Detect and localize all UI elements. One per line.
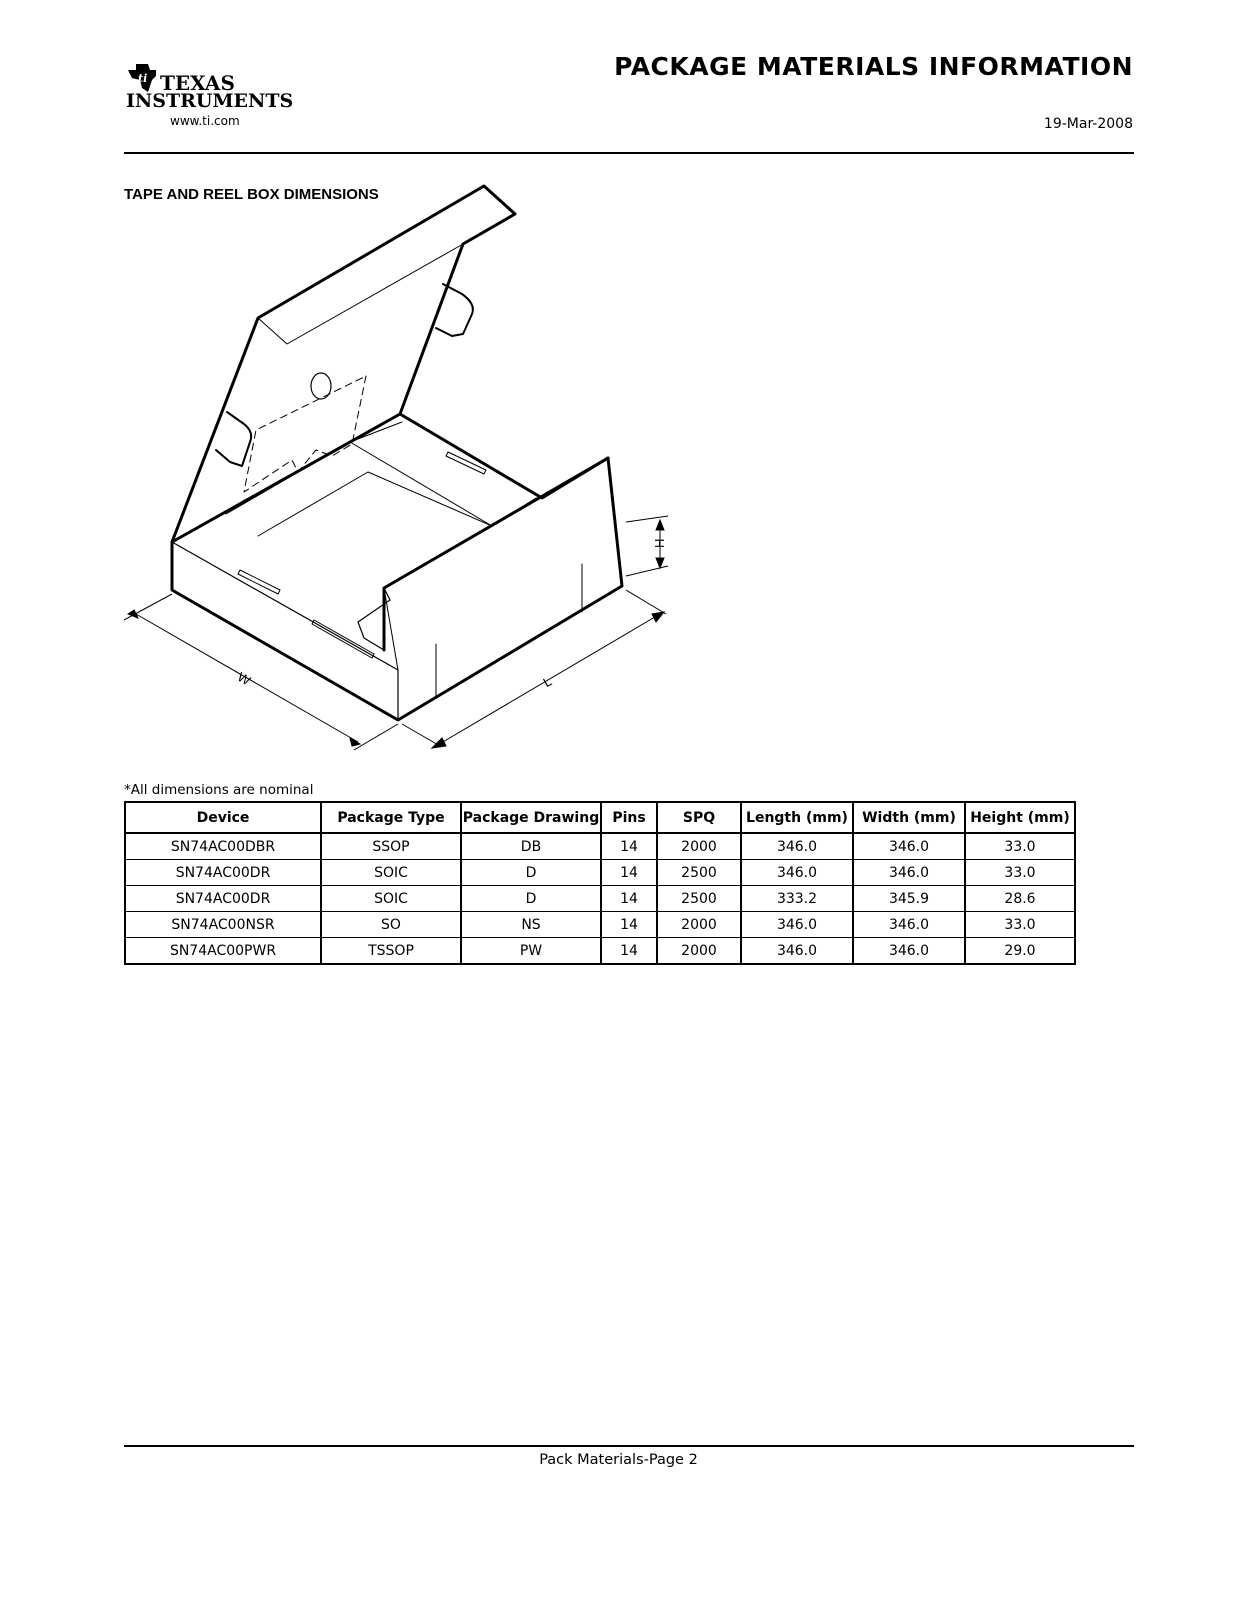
cell-pins: 14 [601,860,657,886]
table-row [125,833,1075,860]
cell-width: 345.9 [853,886,965,912]
length-label: L [540,673,555,691]
cell-pins: 14 [601,912,657,938]
revision-date: 19-Mar-2008 [1043,116,1133,132]
website-link[interactable]: www.ti.com [170,114,240,128]
col-pins: Pins [601,802,657,833]
logo-line2: INSTRUMENTS [126,90,294,112]
table-row [125,886,1075,912]
cell-width: 346.0 [853,938,965,965]
footer-divider [124,1445,1134,1447]
table-header-row [125,802,1075,833]
ti-logo-icon [126,62,296,112]
logo-line1: TEXAS [160,71,235,95]
cell-height: 29.0 [965,938,1075,965]
cell-spq: 2000 [657,912,741,938]
dimensions-note: *All dimensions are nominal [124,782,314,798]
cell-length: 346.0 [741,912,853,938]
cell-package-type: SOIC [321,860,461,886]
cell-height: 33.0 [965,912,1075,938]
cell-length: 346.0 [741,938,853,965]
cell-pins: 14 [601,938,657,965]
col-device: Device [125,802,321,833]
cell-package-drawing: D [461,860,601,886]
cell-device: SN74AC00PWR [169,942,277,959]
cell-package-drawing: PW [461,938,601,965]
cell-height: 33.0 [965,833,1075,860]
reel-box-diagram [120,180,700,760]
page-title: PACKAGE MATERIALS INFORMATION [614,52,1133,81]
section-title: TAPE AND REEL BOX DIMENSIONS [124,186,379,203]
cell-spq: 2000 [657,938,741,965]
company-logo [126,62,296,134]
table-row [125,938,1075,965]
col-package-type: Package Type [321,802,461,833]
cell-package-drawing: NS [461,912,601,938]
cell-length: 333.2 [741,886,853,912]
cell-package-drawing: D [461,886,601,912]
cell-spq: 2500 [657,860,741,886]
width-label: W [235,669,254,689]
col-height: Height (mm) [965,802,1075,833]
cell-package-drawing: DB [461,833,601,860]
svg-text:ti: ti [138,72,148,85]
cell-package-type: SSOP [321,833,461,860]
cell-width: 346.0 [853,860,965,886]
cell-length: 346.0 [741,833,853,860]
col-width: Width (mm) [853,802,965,833]
cell-spq: 2000 [657,833,741,860]
table-row [125,912,1075,938]
cell-package-type: SOIC [321,886,461,912]
cell-width: 346.0 [853,912,965,938]
cell-length: 346.0 [741,860,853,886]
cell-width: 346.0 [853,833,965,860]
cell-height: 28.6 [965,886,1075,912]
cell-device: SN74AC00NSR [125,912,321,938]
cell-device: SN74AC00DBR [125,833,321,860]
box-dimensions-table [124,801,1076,965]
page-footer: Pack Materials-Page 2 [539,1452,698,1468]
cell-pins: 14 [601,886,657,912]
cell-package-type: SO [321,912,461,938]
header-divider [124,152,1134,154]
col-length: Length (mm) [741,802,853,833]
cell-device: SN74AC00DR [125,886,321,912]
cell-device: SN74AC00DR [125,860,321,886]
cell-package-type: TSSOP [321,938,461,965]
cell-height: 33.0 [965,860,1075,886]
col-spq: SPQ [657,802,741,833]
col-package-drawing: Package Drawing [461,802,601,833]
cell-spq: 2500 [657,886,741,912]
cell-pins: 14 [601,833,657,860]
height-label: H [652,538,667,548]
table-row [125,860,1075,886]
